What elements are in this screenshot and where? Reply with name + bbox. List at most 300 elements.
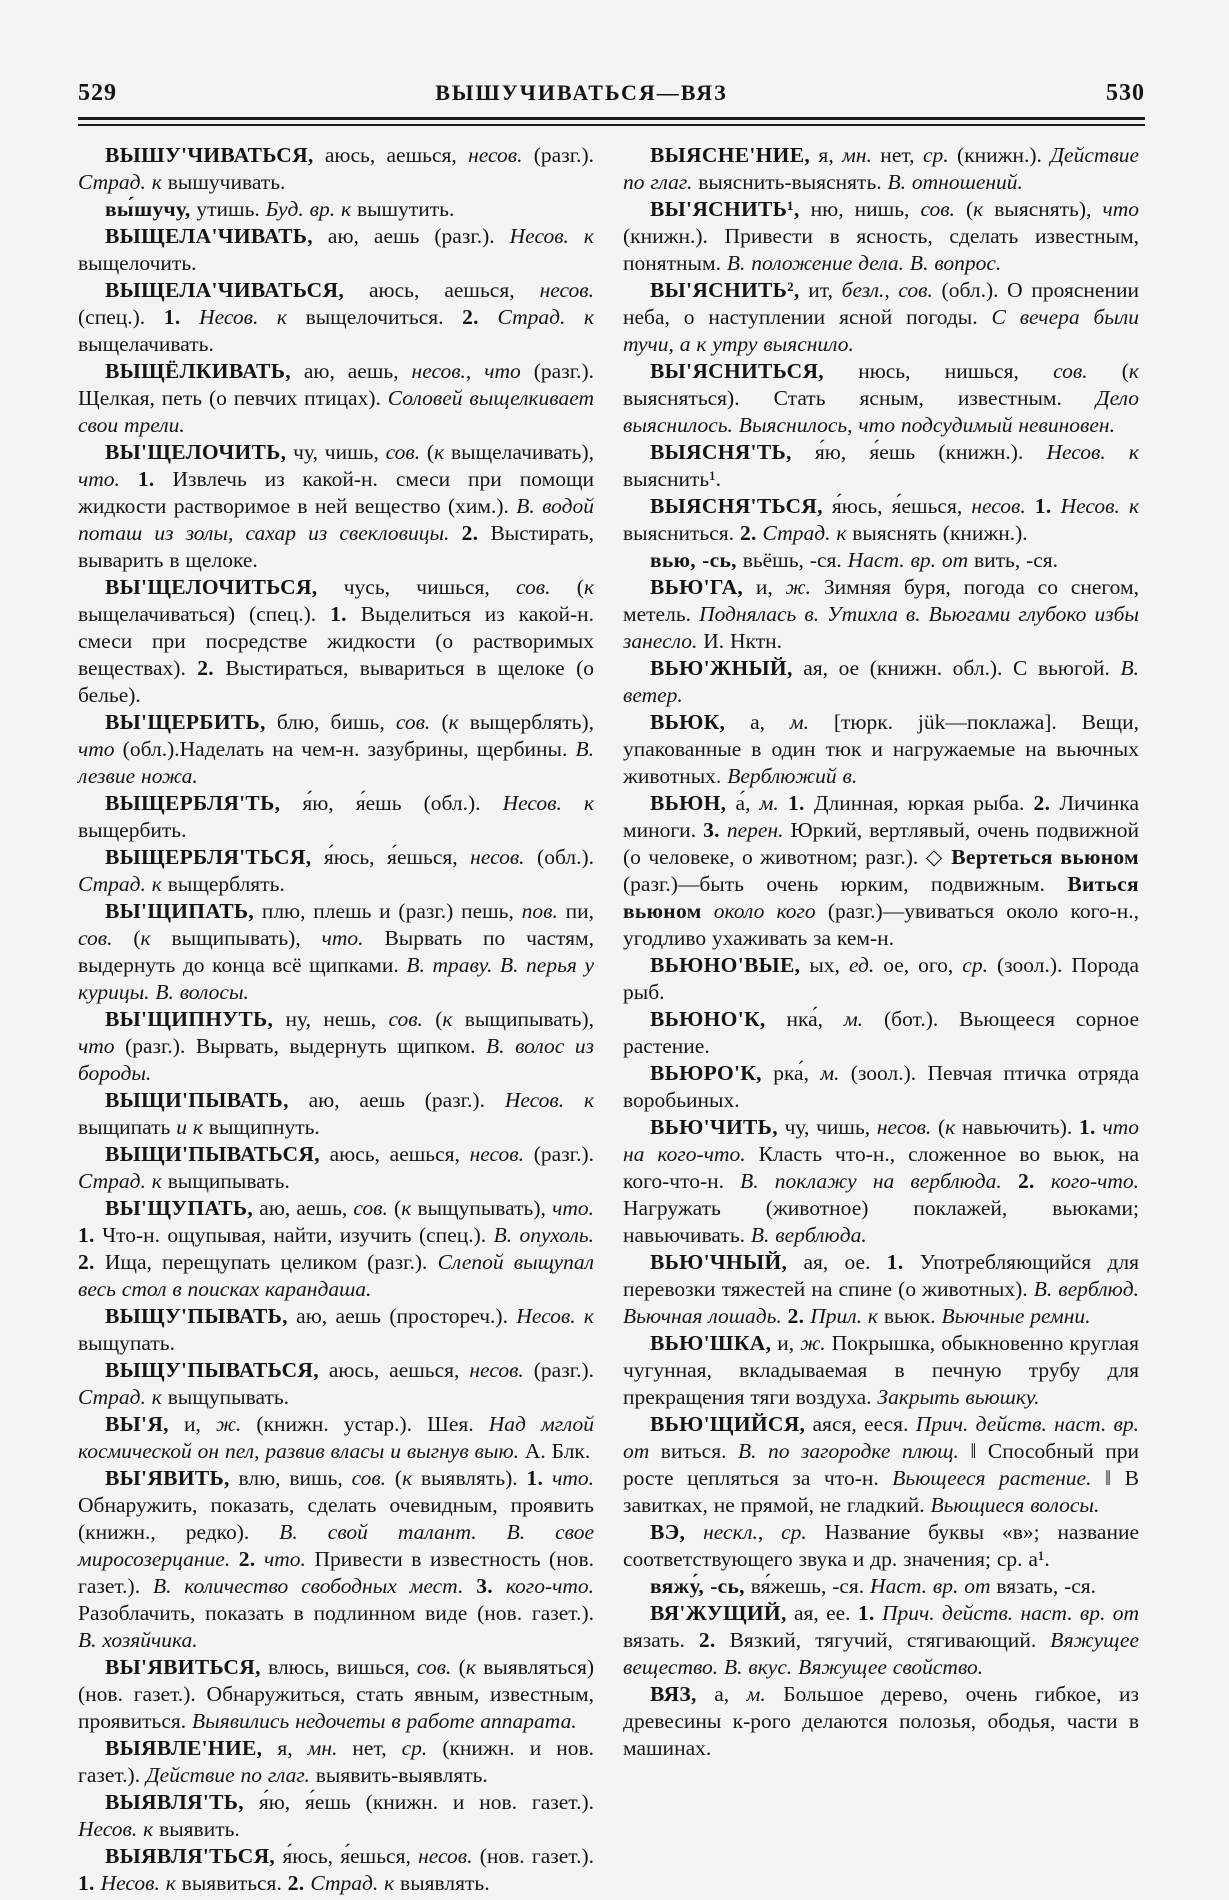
entry-grammar-or-example: ср. xyxy=(962,953,988,977)
entry-text: выясняться). Стать ясным, известным. xyxy=(623,386,1096,410)
entry-grammar-or-example: Выявились недочеты в работе аппарата. xyxy=(192,1709,577,1733)
entry-text: рка́, xyxy=(761,1061,821,1085)
entry-headword-or-number: ВЬЮ'ЧИТЬ, xyxy=(650,1115,778,1139)
entry-headword-or-number: ВЫ'ЩИПАТЬ, xyxy=(105,899,255,923)
entry-text xyxy=(702,899,714,923)
entry-text: аю, аешь, xyxy=(290,359,412,383)
header-rule xyxy=(78,117,1145,126)
entry-headword-or-number: ВЫЩЕРБЛЯ'ТЬСЯ, xyxy=(105,845,312,869)
entry-grammar-or-example: Поднялась в. Утихла в. Вьюгами глубоко избы занесло. xyxy=(623,602,1139,653)
entry-headword-or-number: 1. xyxy=(1078,1115,1096,1139)
dictionary-entry xyxy=(623,709,1139,790)
entry-text: (обл.).Наделать на чем-н. зазубрины, щербины. xyxy=(114,737,576,761)
entry-headword-or-number: 2. xyxy=(238,1547,256,1571)
entry-text: блю, бишь, xyxy=(265,710,396,734)
entry-text: я́ю, я́ешь (книжн. и нов. газет.). xyxy=(243,1790,594,1814)
entry-text: я́юсь, я́ешься, xyxy=(822,494,972,518)
entry-grammar-or-example: В. ветер. xyxy=(623,656,1139,707)
entry-text: Ища, перещупать целиком (разг.). xyxy=(94,1250,438,1274)
entry-text xyxy=(564,1088,584,1112)
entry-text: выяснять), xyxy=(983,197,1103,221)
entry-headword-or-number: ВЫЩИ'ПЫВАТЬСЯ, xyxy=(105,1142,320,1166)
dictionary-entry xyxy=(78,709,594,790)
entry-grammar-or-example: В. хозяйчика. xyxy=(78,1628,198,1652)
entry-grammar-or-example: Несов. к xyxy=(78,1817,154,1841)
entry-headword-or-number: ВЫЩИ'ПЫВАТЬ, xyxy=(105,1088,289,1112)
dictionary-entry xyxy=(78,196,594,223)
entry-headword-or-number: Виться вьюном xyxy=(623,872,1139,923)
entry-grammar-or-example: мн. xyxy=(307,1736,338,1760)
entry-grammar-or-example: Страд. к xyxy=(310,1871,395,1895)
entry-text xyxy=(720,818,727,842)
entry-text xyxy=(779,791,788,815)
entry-text: (разг.)—увиваться около кого-н., угодливо ухаживать за кем-н. xyxy=(623,899,1140,950)
entry-grammar-or-example: сов. xyxy=(78,926,113,950)
entry-grammar-or-example: к xyxy=(401,1196,412,1220)
entry-text: аюсь, аешься, xyxy=(344,278,540,302)
entry-grammar-or-example: несов. xyxy=(470,845,525,869)
entry-text: вьёшь, -ся. xyxy=(736,548,848,572)
text-columns xyxy=(78,142,1145,1897)
dictionary-entry xyxy=(78,1006,594,1087)
entry-text: выщерблять. xyxy=(161,872,285,896)
entry-text: И. Нктн. xyxy=(697,629,782,653)
entry-grammar-or-example: Над мглой космической он пел, развив власы и выгнув выю. xyxy=(78,1412,594,1463)
dictionary-entry xyxy=(623,574,1139,655)
entry-text: (обл.). xyxy=(524,845,594,869)
entry-headword-or-number: ВЬЮ'ШКА, xyxy=(650,1331,772,1355)
entry-text: выявить. xyxy=(153,1817,240,1841)
entry-headword-or-number: ВЫЩУ'ПЫВАТЬСЯ, xyxy=(105,1358,319,1382)
entry-grammar-or-example: к xyxy=(583,1088,594,1112)
entry-text: (зоол.). Порода рыб. xyxy=(623,953,1139,1004)
dictionary-entry xyxy=(623,358,1139,439)
entry-grammar-or-example: Верблюжий в. xyxy=(727,764,858,788)
dictionary-entry xyxy=(623,547,1139,574)
entry-grammar-or-example: что. xyxy=(552,1466,594,1490)
entry-grammar-or-example: перен. xyxy=(726,818,784,842)
entry-text: выщерблять), xyxy=(458,710,595,734)
entry-headword-or-number: ВЬЮ'ГА, xyxy=(650,575,744,599)
entry-text xyxy=(543,1466,552,1490)
entry-grammar-or-example: В. верблюд. Вьючная лошадь. xyxy=(623,1277,1139,1328)
entry-grammar-or-example: что. xyxy=(552,1196,594,1220)
entry-grammar-or-example: ср. xyxy=(922,143,949,167)
entry-text: и, xyxy=(771,1331,801,1355)
dictionary-entry xyxy=(623,655,1139,709)
entry-grammar-or-example: что. xyxy=(321,926,364,950)
dictionary-entry xyxy=(78,1843,594,1897)
entry-text: выщипнуть. xyxy=(202,1115,320,1139)
entry-text: аю, аешь (разг.). xyxy=(312,224,510,248)
entry-text: я́ю, я́ешь (книжн.). xyxy=(791,440,1047,464)
entry-headword-or-number: 3. xyxy=(703,818,720,842)
entry-text: я́ю, я́ешь (обл.). xyxy=(280,791,503,815)
entry-grammar-or-example: к xyxy=(448,710,459,734)
entry-text: чу, чишь, xyxy=(777,1115,877,1139)
dictionary-entry xyxy=(623,1573,1139,1600)
entry-grammar-or-example: В. траву. В. перья у курицы. В. волосы. xyxy=(78,953,594,1004)
entry-grammar-or-example: сов. xyxy=(388,1007,423,1031)
entry-grammar-or-example: м. xyxy=(789,710,809,734)
entry-grammar-or-example: около кого xyxy=(713,899,816,923)
entry-text: аюсь, аешься, xyxy=(313,143,469,167)
entry-text: выщелочиться. xyxy=(287,305,463,329)
entry-text xyxy=(255,1547,264,1571)
entry-text: а, xyxy=(696,1682,747,1706)
entry-text: ( xyxy=(112,926,141,950)
entry-grammar-or-example: В. опухоль. xyxy=(493,1223,594,1247)
dictionary-entry xyxy=(623,142,1139,196)
entry-text: выщелачивать), xyxy=(444,440,594,464)
entry-grammar-or-example: Дело выяснилось. Выяснилось, что подсудимый невиновен. xyxy=(623,386,1139,437)
entry-headword-or-number: ВЬЮ'ЧНЫЙ, xyxy=(650,1250,788,1274)
entry-text: Личинка миноги. xyxy=(623,791,1140,842)
entry-headword-or-number: ВЫЩЕРБЛЯ'ТЬ, xyxy=(105,791,281,815)
entry-headword-or-number: 2. xyxy=(787,1304,805,1328)
entry-headword-or-number: 2. xyxy=(197,656,214,680)
entry-grammar-or-example: несов. xyxy=(876,1115,932,1139)
dictionary-entry xyxy=(78,898,594,1006)
entry-grammar-or-example: ж. xyxy=(785,575,812,599)
entry-grammar-or-example: Несов. к xyxy=(516,1304,594,1328)
entry-text: вя́жешь, -ся. xyxy=(744,1574,871,1598)
entry-text xyxy=(1026,494,1035,518)
entry-text: ( xyxy=(420,440,435,464)
entry-headword-or-number: ВЫЩЕЛА'ЧИВАТЬСЯ, xyxy=(105,278,345,302)
entry-text xyxy=(493,1574,506,1598)
entry-headword-or-number: ВЬЮК, xyxy=(650,710,726,734)
entry-headword-or-number: ВЫЯВЛЯ'ТЬ, xyxy=(105,1790,244,1814)
left-column xyxy=(78,142,594,1897)
entry-grammar-or-example: Несов. xyxy=(504,1088,565,1112)
entry-text: нка́, xyxy=(765,1007,844,1031)
entry-grammar-or-example: В. количество свободных мест. xyxy=(152,1574,464,1598)
entry-grammar-or-example: Буд. вр. к xyxy=(265,197,352,221)
entry-text: Зимняя буря, погода со снегом, метель. xyxy=(623,575,1139,626)
entry-text: , xyxy=(884,278,899,302)
entry-text xyxy=(479,305,498,329)
dictionary-entry xyxy=(78,223,594,277)
entry-text: [тюрк. jük—поклажа]. Вещи, упакованные в один тюк и нагружаемые на вьючных животных. xyxy=(623,710,1139,788)
entry-text: (книжн. и нов. газет.). xyxy=(78,1736,594,1787)
entry-grammar-or-example: В. положение дела. В. вопрос. xyxy=(726,251,1002,275)
dictionary-entry xyxy=(623,1600,1139,1681)
entry-grammar-or-example: сов. xyxy=(416,1655,452,1679)
entry-grammar-or-example: к xyxy=(434,440,445,464)
entry-grammar-or-example: м. xyxy=(759,791,779,815)
entry-text: (разг.). Вырвать, выдернуть щипком. xyxy=(114,1034,487,1058)
entry-text: а, xyxy=(725,710,790,734)
entry-headword-or-number: 2. xyxy=(698,1628,716,1652)
entry-grammar-or-example: несов. xyxy=(418,1844,473,1868)
entry-text: выяснить-выяснять. xyxy=(692,170,888,194)
entry-text xyxy=(120,467,138,491)
entry-text: Вырвать по частям, выдернуть до конца всё щипками. xyxy=(78,926,594,977)
dictionary-entry xyxy=(623,1330,1139,1411)
entry-grammar-or-example: В. волос из бороды. xyxy=(78,1034,594,1085)
entry-grammar-or-example: безл. xyxy=(841,278,885,302)
entry-grammar-or-example: Несов. к xyxy=(1060,494,1140,518)
entry-grammar-or-example: кого-что. xyxy=(505,1574,595,1598)
entry-grammar-or-example: нескл. xyxy=(703,1520,758,1544)
entry-text: выщипать xyxy=(78,1115,177,1139)
entry-text: а́, xyxy=(726,791,760,815)
entry-text: и, xyxy=(168,1412,216,1436)
entry-headword-or-number: ВЬЮН, xyxy=(650,791,727,815)
entry-text: выщелачивать. xyxy=(78,332,214,356)
entry-text: выщелачиваться) (спец.). xyxy=(78,602,331,626)
entry-grammar-or-example: Наст. вр. от xyxy=(847,548,969,572)
entry-grammar-or-example: Прич. действ. наст. вр. от xyxy=(623,1412,1140,1463)
entry-text: влюсь, вишься, xyxy=(260,1655,417,1679)
entry-headword-or-number: 3. xyxy=(476,1574,493,1598)
entry-grammar-or-example: Несов. к xyxy=(1046,440,1139,464)
dictionary-entry xyxy=(78,1411,594,1465)
entry-grammar-or-example: Прич. действ. наст. вр. от xyxy=(881,1601,1139,1625)
entry-text: выявить-выявлять. xyxy=(309,1763,488,1787)
entry-text: ну, нешь, xyxy=(273,1007,389,1031)
entry-grammar-or-example: что. xyxy=(78,467,120,491)
dictionary-entry xyxy=(623,1114,1139,1249)
dictionary-entry xyxy=(623,277,1139,358)
entry-headword-or-number: ВЫЯСНЯ'ТЬСЯ, xyxy=(650,494,823,518)
entry-text: ая, ое. xyxy=(787,1250,887,1274)
entry-text: Выстираться, вывариться в щелоке (о белье). xyxy=(78,656,594,707)
entry-text: ит, xyxy=(799,278,842,302)
entry-grammar-or-example: что xyxy=(78,737,115,761)
entry-headword-or-number: 1. xyxy=(857,1601,875,1625)
entry-text: нет, xyxy=(871,143,923,167)
entry-headword-or-number: ВЫЩЁЛКИВАТЬ, xyxy=(105,359,291,383)
entry-text: выщербить. xyxy=(78,818,187,842)
dictionary-entry xyxy=(623,196,1139,277)
entry-headword-or-number: ВЭ, xyxy=(650,1520,686,1544)
entry-grammar-or-example: Несов. к xyxy=(199,305,287,329)
entry-grammar-or-example: несов., что xyxy=(411,359,521,383)
entry-grammar-or-example: несов. xyxy=(469,1358,524,1382)
entry-text: выщипывать), xyxy=(452,1007,594,1031)
entry-grammar-or-example: В. свой талант. В. свое миросозерцание. xyxy=(78,1520,594,1571)
entry-grammar-or-example: Страд. к xyxy=(497,305,595,329)
entry-text: ( xyxy=(430,710,449,734)
entry-headword-or-number: ВЫ'ЯСНИТЬ¹, xyxy=(650,197,800,221)
entry-text: выщупать. xyxy=(78,1331,175,1355)
dictionary-entry xyxy=(78,1141,594,1195)
entry-headword-or-number: ВЫ'Я, xyxy=(105,1412,169,1436)
entry-grammar-or-example: Страд. к xyxy=(762,521,847,545)
dictionary-entry xyxy=(78,574,594,709)
entry-text: выяснять (книжн.). xyxy=(846,521,1028,545)
entry-headword-or-number: 1. xyxy=(886,1250,904,1274)
entry-text: выщипывать. xyxy=(161,1169,290,1193)
entry-text: выясниться. xyxy=(623,521,740,545)
entry-text: чусь, чишься, xyxy=(317,575,517,599)
entry-text: ( xyxy=(386,1466,403,1490)
entry-text: я́юсь, я́ешься, xyxy=(275,1844,419,1868)
entry-text: выщупывать. xyxy=(161,1385,290,1409)
entry-grammar-or-example: к xyxy=(465,1655,476,1679)
dictionary-entry xyxy=(78,1789,594,1843)
entry-text: ( xyxy=(954,197,974,221)
entry-grammar-or-example: Действие по глаг. xyxy=(145,1763,310,1787)
entry-headword-or-number: ВЫ'ЩЕЛОЧИТЬ, xyxy=(105,440,287,464)
entry-text: Выстирать, выварить в щелоке. xyxy=(78,521,594,572)
entry-text: ню, нишь, xyxy=(799,197,921,221)
dictionary-entry xyxy=(78,277,594,358)
dictionary-entry xyxy=(78,1735,594,1789)
entry-grammar-or-example: что xyxy=(1102,197,1139,221)
dictionary-entry xyxy=(623,1006,1139,1060)
dictionary-entry xyxy=(623,1060,1139,1114)
entry-grammar-or-example: несов. xyxy=(971,494,1026,518)
entry-grammar-or-example: что на кого-что. xyxy=(623,1115,1139,1166)
dictionary-entry xyxy=(623,1411,1139,1519)
entry-grammar-or-example: Страд. к xyxy=(78,1169,162,1193)
entry-headword-or-number: 2. xyxy=(1033,791,1051,815)
entry-text: А. Блк. xyxy=(518,1439,591,1463)
entry-grammar-or-example: Вьющееся растение. xyxy=(892,1466,1092,1490)
entry-headword-or-number: ВЫЯВЛЯ'ТЬСЯ, xyxy=(105,1844,276,1868)
entry-grammar-or-example: ед. xyxy=(848,953,875,977)
entry-grammar-or-example: В. водой поташ из золы, сахар из свекловицы. xyxy=(78,494,594,545)
entry-grammar-or-example: Несов. к xyxy=(502,791,595,815)
entry-text xyxy=(230,1547,239,1571)
entry-text: выщелочить. xyxy=(78,251,197,275)
dictionary-entry xyxy=(78,358,594,439)
entry-text: вязать. xyxy=(623,1628,699,1652)
dictionary-entry xyxy=(623,493,1139,547)
dictionary-entry xyxy=(623,1249,1139,1330)
entry-grammar-or-example: что xyxy=(78,1034,115,1058)
entry-text: (спец.). xyxy=(78,305,164,329)
entry-text: плю, плешь и (разг.) пешь, xyxy=(254,899,522,923)
entry-grammar-or-example: к xyxy=(583,575,594,599)
entry-text: ое, ого, xyxy=(874,953,963,977)
entry-text: аю, аешь (простореч.). xyxy=(287,1304,517,1328)
entry-grammar-or-example: С вечера были тучи, а к утру выяснило. xyxy=(623,305,1139,356)
entry-text: (разг.). xyxy=(524,1142,594,1166)
entry-text: нюсь, нишься, xyxy=(823,359,1054,383)
entry-grammar-or-example: несов. xyxy=(469,1142,525,1166)
entry-text: Название буквы «в»; название соответствующего звука и др. значения; ср. а¹. xyxy=(623,1520,1140,1571)
dictionary-entry xyxy=(623,952,1139,1006)
entry-headword-or-number: 2. xyxy=(462,305,479,329)
dictionary-entry xyxy=(78,790,594,844)
entry-headword-or-number: ВЬЮНО'ВЫЕ, xyxy=(650,953,801,977)
entry-headword-or-number: ВЬЮРО'К, xyxy=(650,1061,762,1085)
entry-text: Нагружать (животное) поклажей, вьюками; навьючивать. xyxy=(623,1196,1139,1247)
entry-text: вязать, -ся. xyxy=(990,1574,1097,1598)
entry-grammar-or-example: сов. xyxy=(353,1196,388,1220)
entry-text: я, xyxy=(810,143,843,167)
entry-text: (разг.)—быть очень юрким, подвижным. xyxy=(623,872,1068,896)
entry-headword-or-number: ВЫ'ЩУПАТЬ, xyxy=(105,1196,254,1220)
entry-headword-or-number: 2. xyxy=(78,1250,95,1274)
entry-grammar-or-example: к xyxy=(140,926,151,950)
right-page-number: 530 xyxy=(1105,80,1145,106)
entry-text: (книжн. устар.). Шея. xyxy=(241,1412,489,1436)
dictionary-entry xyxy=(78,844,594,898)
entry-text: Что-н. ощупывая, найти, изучить (спец.). xyxy=(94,1223,494,1247)
entry-headword-or-number: ВЫЩЕЛА'ЧИВАТЬ, xyxy=(105,224,313,248)
entry-text xyxy=(1035,1169,1051,1193)
entry-grammar-or-example: несов. xyxy=(539,278,594,302)
entry-text: выщипывать), xyxy=(150,926,322,950)
entry-grammar-or-example: Вяжущее вещество. В. вкус. Вяжущее свойство. xyxy=(623,1628,1140,1679)
entry-grammar-or-example: мн. xyxy=(842,143,872,167)
entry-grammar-or-example: Закрыть вьюшку. xyxy=(877,1385,1040,1409)
entry-text: навьючить). xyxy=(955,1115,1079,1139)
entry-text: Большое дерево, очень гибкое, из древесины к-рого делаются полозья, ободья, части в машинах. xyxy=(623,1682,1139,1760)
entry-grammar-or-example: сов. xyxy=(395,710,431,734)
entry-text xyxy=(1052,494,1061,518)
entry-headword-or-number: 2. xyxy=(1017,1169,1035,1193)
entry-text: ых, xyxy=(800,953,849,977)
entry-text: ая, ое (книжн. обл.). С вьюгой. xyxy=(792,656,1121,680)
entry-grammar-or-example: Вьючные ремни. xyxy=(941,1304,1091,1328)
entry-text: я, xyxy=(262,1736,308,1760)
entry-grammar-or-example: В. поклажу на верблюда. xyxy=(740,1169,1002,1193)
entry-text: Извлечь из какой-н. смеси при помощи жидкости растворимое в ней вещество (хим.). xyxy=(78,467,595,518)
entry-text: утишь. xyxy=(190,197,266,221)
entry-text: Длинная, юркая рыба. xyxy=(804,791,1034,815)
entry-grammar-or-example: Наст. вр. от xyxy=(870,1574,991,1598)
entry-headword-or-number: ВЫ'ЩЕЛОЧИТЬСЯ, xyxy=(105,575,318,599)
entry-text: влю, вишь, xyxy=(229,1466,352,1490)
running-header xyxy=(78,80,1145,107)
entry-text: выявлять). xyxy=(412,1466,527,1490)
entry-text: Класть что-н., сложенное во вьюк, на кого-что-н. xyxy=(623,1142,1139,1193)
entry-text: (книжн.). Привести в ясность, сделать известным, понятным. xyxy=(623,224,1139,275)
entry-headword-or-number: Вертеться вьюном xyxy=(951,845,1139,869)
entry-grammar-or-example: Прил. к xyxy=(810,1304,878,1328)
entry-text: (обл.). О прояснении неба, о наступлении ясной погоды. xyxy=(623,278,1139,329)
entry-headword-or-number: 1. xyxy=(78,1871,95,1895)
dictionary-entry xyxy=(623,1519,1139,1573)
entry-headword-or-number: ВЬЮ'ЖНЫЙ, xyxy=(650,656,793,680)
entry-grammar-or-example: к xyxy=(945,1115,956,1139)
entry-headword-or-number: ВЫ'ЯВИТЬСЯ, xyxy=(105,1655,261,1679)
left-page-number: 529 xyxy=(78,80,117,106)
entry-text: (разг.). Щелкая, петь (о певчих птицах). xyxy=(78,359,594,410)
dictionary-entry xyxy=(623,1681,1139,1762)
entry-grammar-or-example: м. xyxy=(820,1061,840,1085)
entry-headword-or-number: вью, -сь, xyxy=(650,548,737,572)
dictionary-entry xyxy=(78,1465,594,1654)
entry-text: (зоол.). Певчая птичка отряда воробьиных. xyxy=(623,1061,1139,1112)
entry-headword-or-number: 1. xyxy=(163,305,181,329)
entry-text: (нов. газет.). xyxy=(472,1844,594,1868)
entry-text: виться. xyxy=(649,1439,738,1463)
entry-grammar-or-example: к xyxy=(1128,359,1139,383)
entry-text: выяснить¹. xyxy=(623,467,722,491)
entry-headword-or-number: ВЫ'ЩИПНУТЬ, xyxy=(105,1007,274,1031)
entry-headword-or-number: 1. xyxy=(137,467,155,491)
entry-headword-or-number: 1. xyxy=(526,1466,544,1490)
entry-text: чу, чишь, xyxy=(286,440,386,464)
entry-grammar-or-example: В. по загородке плющ. xyxy=(737,1439,959,1463)
entry-text: Покрышка, обыкновенно круглая чугунная, вкладываемая в печную трубу для прекращения тяги воздуха. xyxy=(623,1331,1139,1409)
right-column xyxy=(623,142,1139,1897)
entry-headword-or-number: ВЫ'ЯСНИТЬ², xyxy=(650,278,800,302)
entry-grammar-or-example: что. xyxy=(264,1547,306,1571)
entry-grammar-or-example: Действие по глаг. xyxy=(623,143,1140,194)
entry-headword-or-number: ВЬЮНО'К, xyxy=(650,1007,766,1031)
entry-grammar-or-example: ср. xyxy=(401,1736,428,1760)
dictionary-entry xyxy=(623,439,1139,493)
entry-text: ( xyxy=(931,1115,946,1139)
